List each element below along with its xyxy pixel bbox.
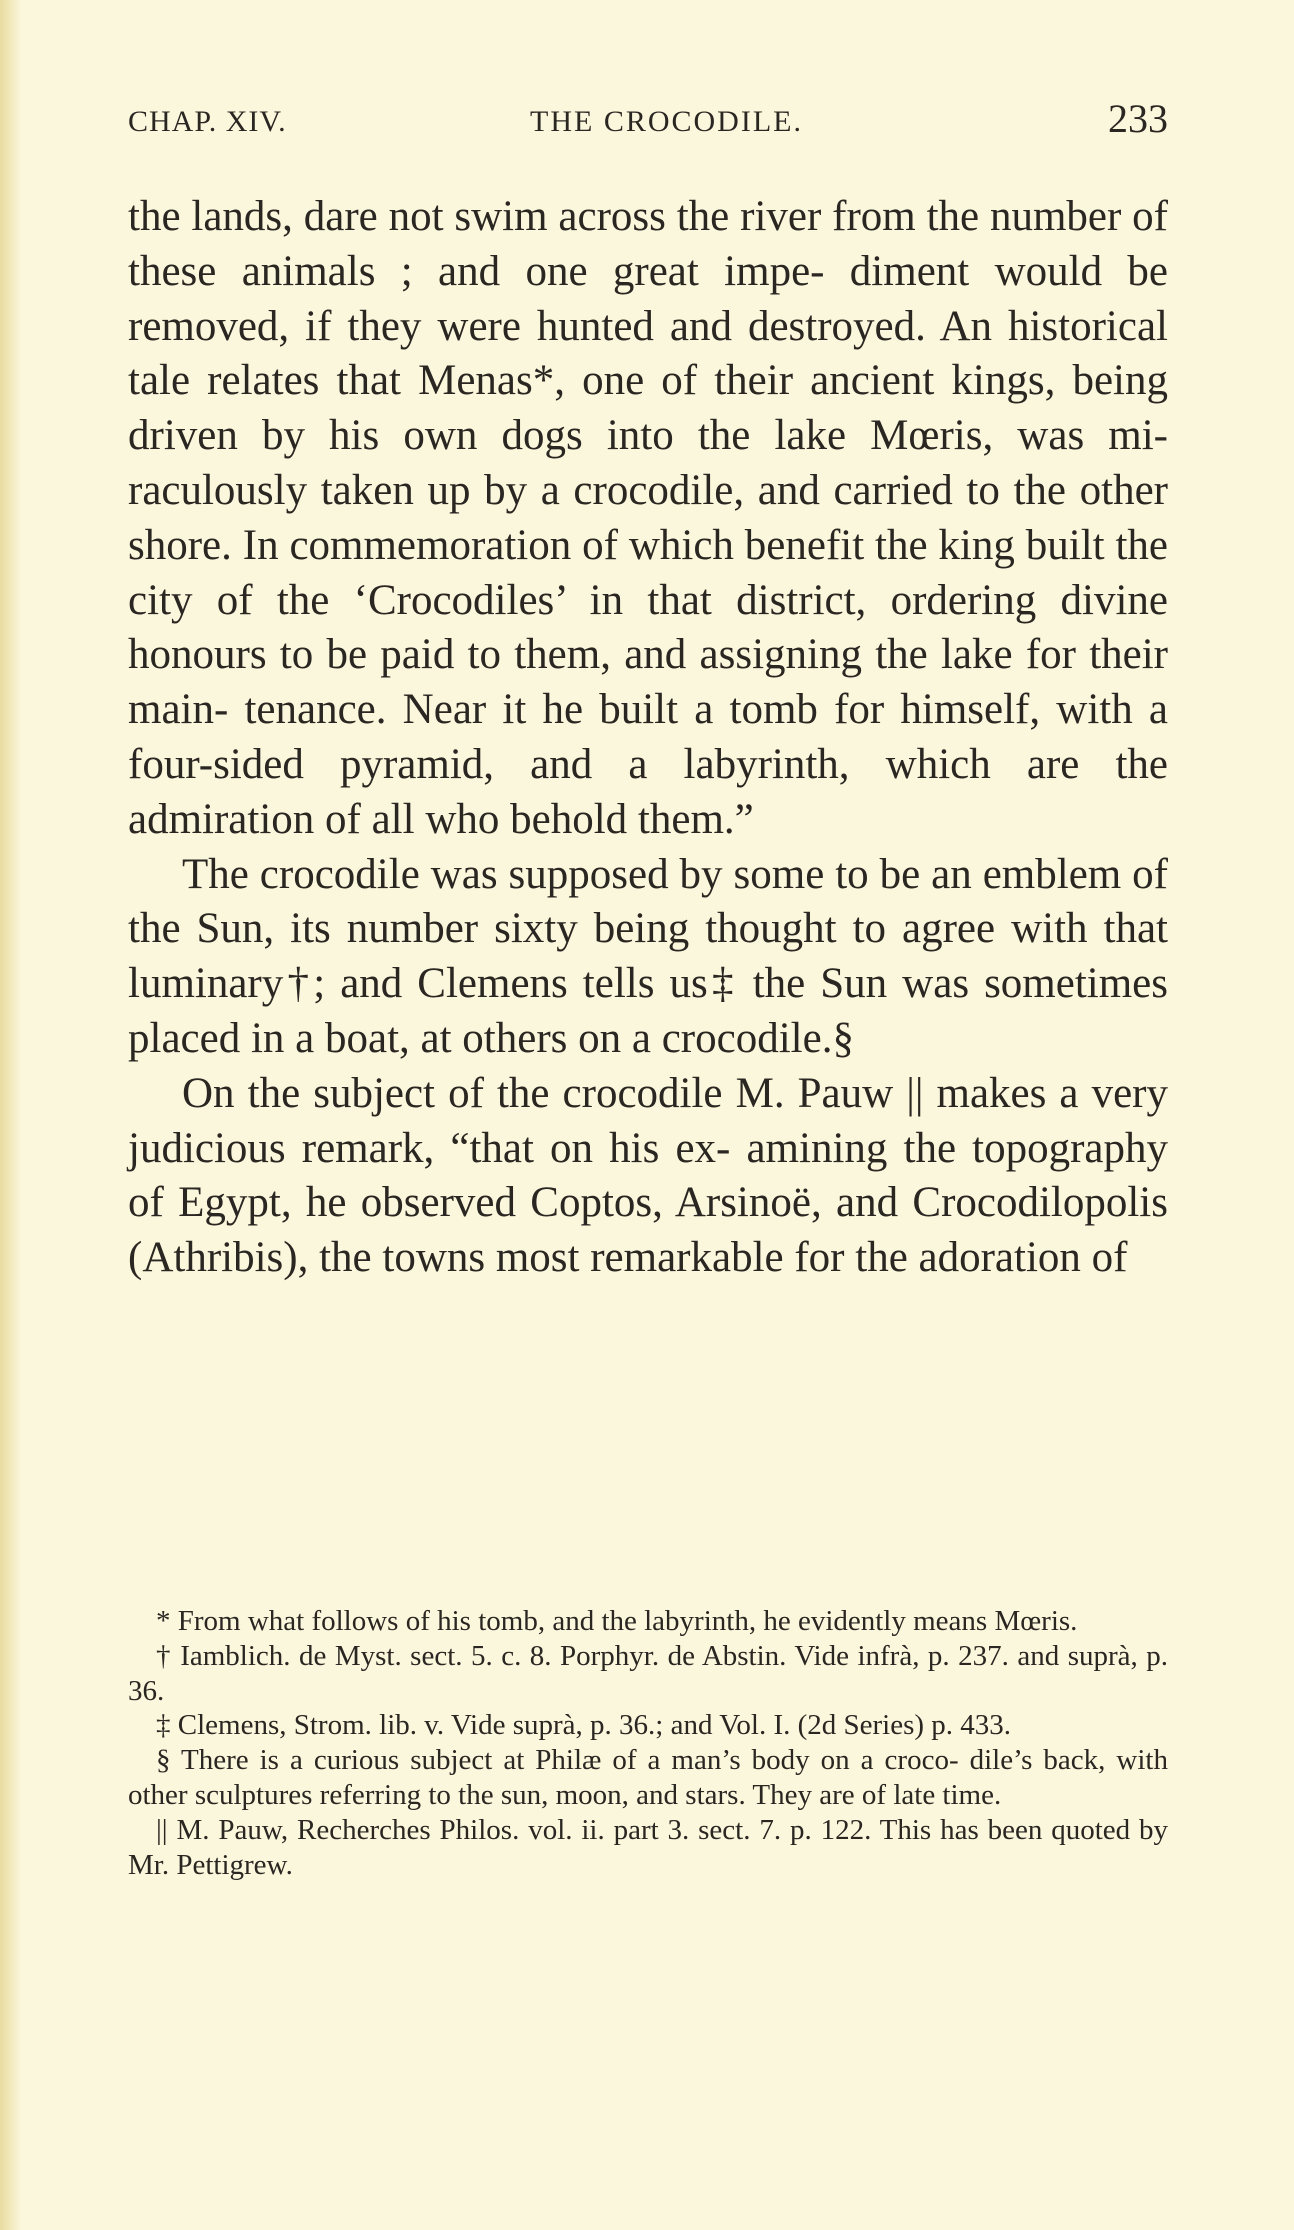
chapter-label: CHAP. XIV. [128, 105, 287, 138]
footnotes [128, 1604, 1168, 1882]
paragraph: The crocodile was supposed by some to be an emblem of the Sun, its number sixty being thought to agree with that luminary†; and Clemens tells us‡ the Sun was sometimes placed in a boat, at others on a crocodile.§ [128, 850, 1168, 1062]
main-text [128, 190, 1168, 1286]
page-number: 233 [1108, 96, 1168, 141]
page-edge-shading [0, 0, 22, 2230]
running-title: THE CROCODILE. [530, 105, 803, 138]
paragraph: On the subject of the crocodile M. Pauw || makes a very judicious remark, “that on his ex- amining the topography of Egypt, he observed Coptos, Arsinoë, and Crocodilopolis (Athribis), the towns most remarkable for the adoration of [128, 1069, 1168, 1282]
footnote: * From what follows of his tomb, and the labyrinth, he evidently means Mœris. [156, 1605, 1078, 1637]
paragraph: the lands, dare not swim across the river from the number of these animals ; and one great impe- diment would be removed, if they were hunted and destroyed. An historical tale relates that Menas*, one of their ancient kings, being driven by his own dogs into the lake Mœris, was mi- raculously taken up by a crocodile, and carried to the other shore. In commemoration of which benefit the king built the city of the ‘Crocodiles’ in that district, ordering divine honours to be paid to them, and assigning the lake for their main- tenance. Near it he built a tomb for himself, with a four-sided pyramid, and a labyrinth, which are the admiration of all who behold them.” [128, 193, 1168, 843]
footnote: ‡ Clemens, Strom. lib. v. Vide suprà, p. 36.; and Vol. I. (2d Series) p. 433. [156, 1709, 1012, 1742]
footnote: § There is a curious subject at Philæ of a man’s body on a croco- dile’s back, with other sculptures referring to the sun, moon, and stars. They are of late time. [128, 1744, 1168, 1811]
footnote: || M. Pauw, Recherches Philos. vol. ii. part 3. sect. 7. p. 122. This has been quoted by Mr. Pettigrew. [128, 1813, 1168, 1881]
running-header [128, 95, 1168, 145]
footnote: † Iamblich. de Myst. sect. 5. c. 8. Porphyr. de Abstin. Vide infrà, p. 237. and suprà, p. 36. [128, 1639, 1168, 1707]
